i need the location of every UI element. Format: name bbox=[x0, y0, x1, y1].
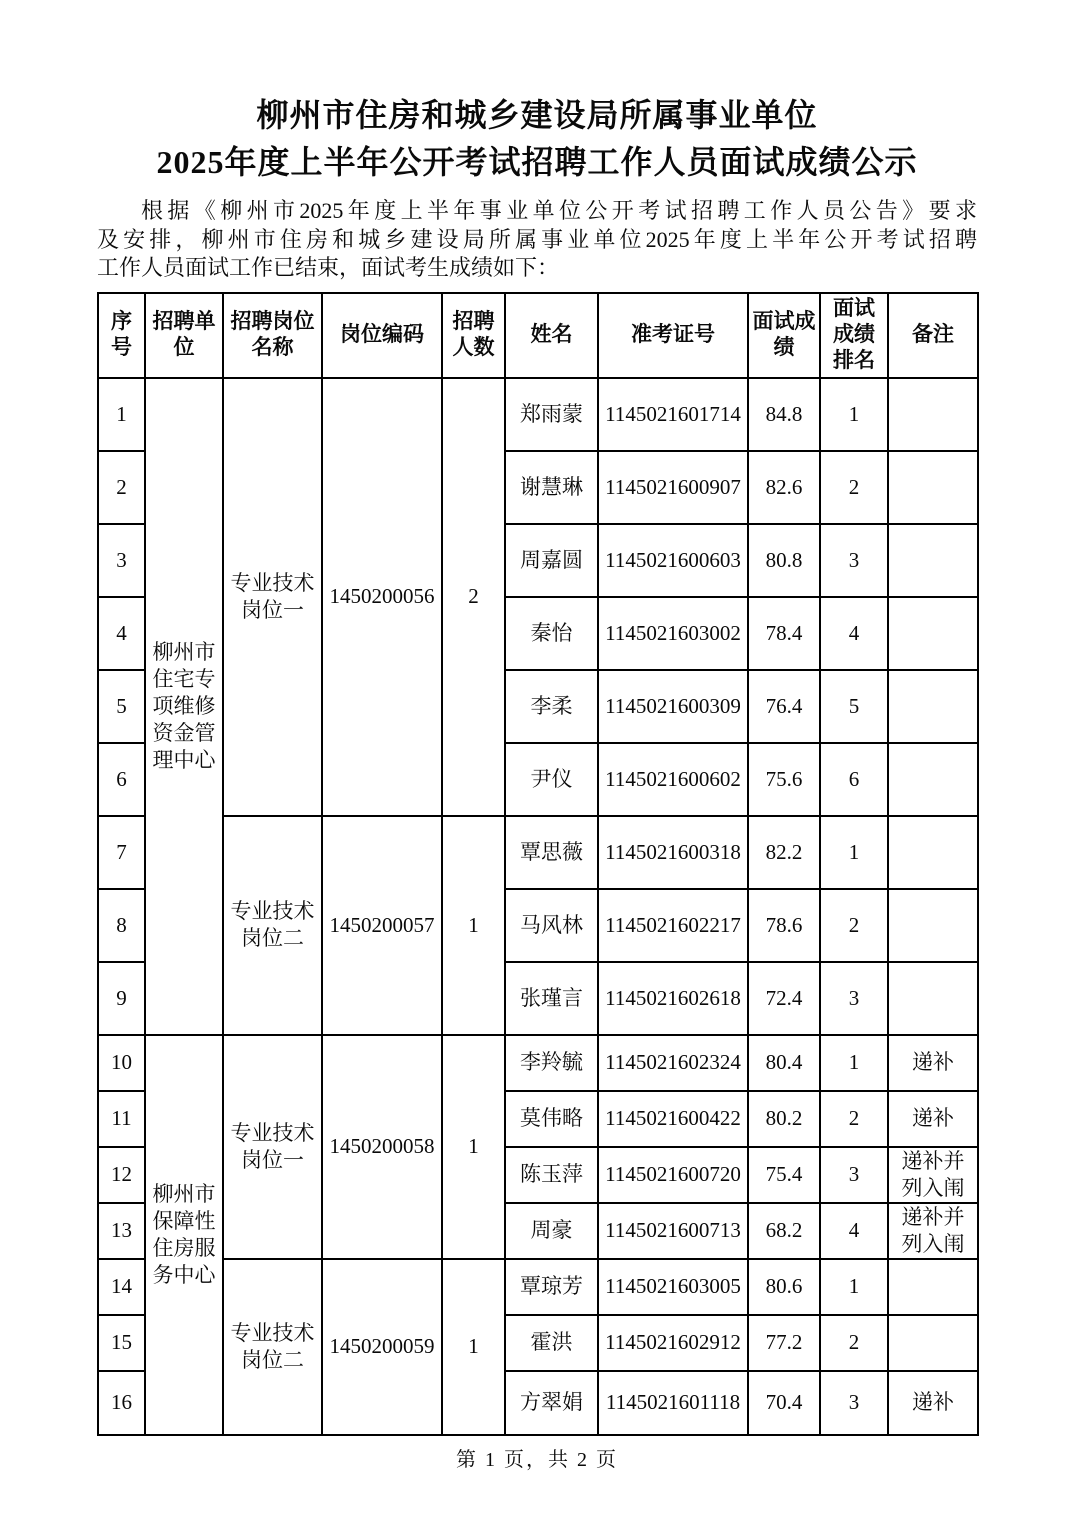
cell-ticket: 1145021602217 bbox=[598, 889, 748, 962]
cell-score: 80.6 bbox=[748, 1259, 820, 1315]
table-body bbox=[98, 378, 978, 1435]
cell-name: 方翠娟 bbox=[505, 1371, 598, 1435]
cell-count: 1 bbox=[442, 816, 505, 1035]
cell-name: 霍洪 bbox=[505, 1315, 598, 1371]
cell-count: 1 bbox=[442, 1035, 505, 1259]
cell-ticket: 1145021601714 bbox=[598, 378, 748, 451]
cell-score: 82.6 bbox=[748, 451, 820, 524]
cell-score: 78.6 bbox=[748, 889, 820, 962]
cell-count: 1 bbox=[442, 1259, 505, 1435]
cell-code: 1450200059 bbox=[322, 1259, 442, 1435]
column-header-1: 序号 bbox=[98, 293, 145, 378]
cell-seq: 15 bbox=[98, 1315, 145, 1371]
cell-name: 覃琼芳 bbox=[505, 1259, 598, 1315]
cell-code: 1450200057 bbox=[322, 816, 442, 1035]
cell-remark bbox=[888, 1259, 978, 1315]
page-title bbox=[97, 92, 977, 186]
cell-remark bbox=[888, 597, 978, 670]
cell-rank: 1 bbox=[820, 378, 888, 451]
table-header-row bbox=[98, 293, 978, 378]
cell-rank: 1 bbox=[820, 1259, 888, 1315]
cell-score: 80.4 bbox=[748, 1035, 820, 1091]
cell-score: 84.8 bbox=[748, 378, 820, 451]
cell-score: 75.4 bbox=[748, 1147, 820, 1203]
cell-score: 75.6 bbox=[748, 743, 820, 816]
cell-remark bbox=[888, 1315, 978, 1371]
cell-remark bbox=[888, 962, 978, 1035]
cell-seq: 3 bbox=[98, 524, 145, 597]
cell-ticket: 1145021603005 bbox=[598, 1259, 748, 1315]
cell-rank: 3 bbox=[820, 962, 888, 1035]
cell-remark bbox=[888, 378, 978, 451]
cell-score: 78.4 bbox=[748, 597, 820, 670]
intro-line-1: 根据《柳州市2025年度上半年事业单位公开考试招聘工作人员公告》要求 bbox=[141, 198, 977, 223]
cell-score: 77.2 bbox=[748, 1315, 820, 1371]
cell-ticket: 1145021600720 bbox=[598, 1147, 748, 1203]
table-row bbox=[98, 378, 978, 451]
cell-ticket: 1145021603002 bbox=[598, 597, 748, 670]
cell-rank: 2 bbox=[820, 451, 888, 524]
cell-rank: 3 bbox=[820, 1371, 888, 1435]
cell-ticket: 1145021600602 bbox=[598, 743, 748, 816]
cell-name: 周豪 bbox=[505, 1203, 598, 1259]
page-footer: 第 1 页，共 2 页 bbox=[456, 1448, 618, 1471]
cell-seq: 11 bbox=[98, 1091, 145, 1147]
cell-seq: 7 bbox=[98, 816, 145, 889]
cell-score: 72.4 bbox=[748, 962, 820, 1035]
cell-ticket: 1145021600318 bbox=[598, 816, 748, 889]
cell-rank: 3 bbox=[820, 1147, 888, 1203]
cell-remark: 递补 bbox=[888, 1091, 978, 1147]
cell-seq: 4 bbox=[98, 597, 145, 670]
cell-name: 尹仪 bbox=[505, 743, 598, 816]
column-header-4: 岗位编码 bbox=[322, 293, 442, 378]
column-header-10: 备注 bbox=[888, 293, 978, 378]
cell-name: 李柔 bbox=[505, 670, 598, 743]
cell-rank: 1 bbox=[820, 816, 888, 889]
intro-paragraph bbox=[97, 197, 977, 283]
cell-rank: 2 bbox=[820, 1091, 888, 1147]
column-header-6: 姓名 bbox=[505, 293, 598, 378]
cell-remark bbox=[888, 743, 978, 816]
cell-unit: 柳州市住宅专项维修资金管理中心 bbox=[145, 378, 223, 1035]
cell-name: 陈玉萍 bbox=[505, 1147, 598, 1203]
cell-ticket: 1145021600422 bbox=[598, 1091, 748, 1147]
cell-ticket: 1145021600309 bbox=[598, 670, 748, 743]
cell-remark: 递补 bbox=[888, 1371, 978, 1435]
cell-ticket: 1145021602618 bbox=[598, 962, 748, 1035]
cell-seq: 8 bbox=[98, 889, 145, 962]
cell-rank: 2 bbox=[820, 889, 888, 962]
cell-score: 80.2 bbox=[748, 1091, 820, 1147]
cell-code: 1450200056 bbox=[322, 378, 442, 816]
column-header-5: 招聘人数 bbox=[442, 293, 505, 378]
cell-name: 谢慧琳 bbox=[505, 451, 598, 524]
cell-name: 郑雨蒙 bbox=[505, 378, 598, 451]
cell-unit: 柳州市保障性住房服务中心 bbox=[145, 1035, 223, 1435]
cell-name: 莫伟略 bbox=[505, 1091, 598, 1147]
cell-name: 周嘉圆 bbox=[505, 524, 598, 597]
column-header-9: 面试成绩排名 bbox=[820, 293, 888, 378]
cell-rank: 4 bbox=[820, 597, 888, 670]
cell-remark bbox=[888, 524, 978, 597]
cell-remark: 递补并列入闱 bbox=[888, 1203, 978, 1259]
cell-seq: 10 bbox=[98, 1035, 145, 1091]
cell-remark bbox=[888, 670, 978, 743]
cell-remark: 递补 bbox=[888, 1035, 978, 1091]
cell-name: 张瑾言 bbox=[505, 962, 598, 1035]
cell-name: 秦怡 bbox=[505, 597, 598, 670]
cell-score: 82.2 bbox=[748, 816, 820, 889]
cell-remark bbox=[888, 816, 978, 889]
results-table bbox=[97, 292, 979, 1436]
cell-rank: 3 bbox=[820, 524, 888, 597]
cell-rank: 1 bbox=[820, 1035, 888, 1091]
cell-seq: 9 bbox=[98, 962, 145, 1035]
title-line-1: 柳州市住房和城乡建设局所属事业单位 bbox=[256, 97, 818, 133]
intro-line-2: 及安排，柳州市住房和城乡建设局所属事业单位2025年度上半年公开考试招聘 bbox=[97, 226, 977, 252]
cell-score: 68.2 bbox=[748, 1203, 820, 1259]
cell-code: 1450200058 bbox=[322, 1035, 442, 1259]
cell-remark bbox=[888, 451, 978, 524]
cell-rank: 6 bbox=[820, 743, 888, 816]
cell-seq: 1 bbox=[98, 378, 145, 451]
intro-line-3: 工作人员面试工作已结束，面试考生成绩如下： bbox=[97, 255, 560, 280]
cell-seq: 16 bbox=[98, 1371, 145, 1435]
cell-score: 76.4 bbox=[748, 670, 820, 743]
cell-ticket: 1145021601118 bbox=[598, 1371, 748, 1435]
cell-ticket: 1145021602912 bbox=[598, 1315, 748, 1371]
cell-seq: 12 bbox=[98, 1147, 145, 1203]
column-header-2: 招聘单位 bbox=[145, 293, 223, 378]
cell-ticket: 1145021600713 bbox=[598, 1203, 748, 1259]
cell-rank: 5 bbox=[820, 670, 888, 743]
cell-count: 2 bbox=[442, 378, 505, 816]
cell-name: 李羚毓 bbox=[505, 1035, 598, 1091]
column-header-7: 准考证号 bbox=[598, 293, 748, 378]
cell-seq: 14 bbox=[98, 1259, 145, 1315]
cell-post: 专业技术岗位一 bbox=[223, 1035, 322, 1259]
table-row bbox=[98, 816, 978, 889]
cell-rank: 2 bbox=[820, 1315, 888, 1371]
cell-seq: 6 bbox=[98, 743, 145, 816]
cell-ticket: 1145021600603 bbox=[598, 524, 748, 597]
cell-name: 马风林 bbox=[505, 889, 598, 962]
column-header-8: 面试成绩 bbox=[748, 293, 820, 378]
cell-seq: 13 bbox=[98, 1203, 145, 1259]
cell-score: 80.8 bbox=[748, 524, 820, 597]
cell-remark bbox=[888, 889, 978, 962]
column-header-3: 招聘岗位名称 bbox=[223, 293, 322, 378]
cell-rank: 4 bbox=[820, 1203, 888, 1259]
cell-name: 覃思薇 bbox=[505, 816, 598, 889]
table-row bbox=[98, 1259, 978, 1315]
cell-seq: 5 bbox=[98, 670, 145, 743]
cell-score: 70.4 bbox=[748, 1371, 820, 1435]
cell-ticket: 1145021602324 bbox=[598, 1035, 748, 1091]
cell-post: 专业技术岗位一 bbox=[223, 378, 322, 816]
table-row bbox=[98, 1035, 978, 1091]
title-line-2: 2025年度上半年公开考试招聘工作人员面试成绩公示 bbox=[156, 144, 918, 180]
cell-post: 专业技术岗位二 bbox=[223, 816, 322, 1035]
cell-ticket: 1145021600907 bbox=[598, 451, 748, 524]
cell-seq: 2 bbox=[98, 451, 145, 524]
cell-post: 专业技术岗位二 bbox=[223, 1259, 322, 1435]
cell-remark: 递补并列入闱 bbox=[888, 1147, 978, 1203]
